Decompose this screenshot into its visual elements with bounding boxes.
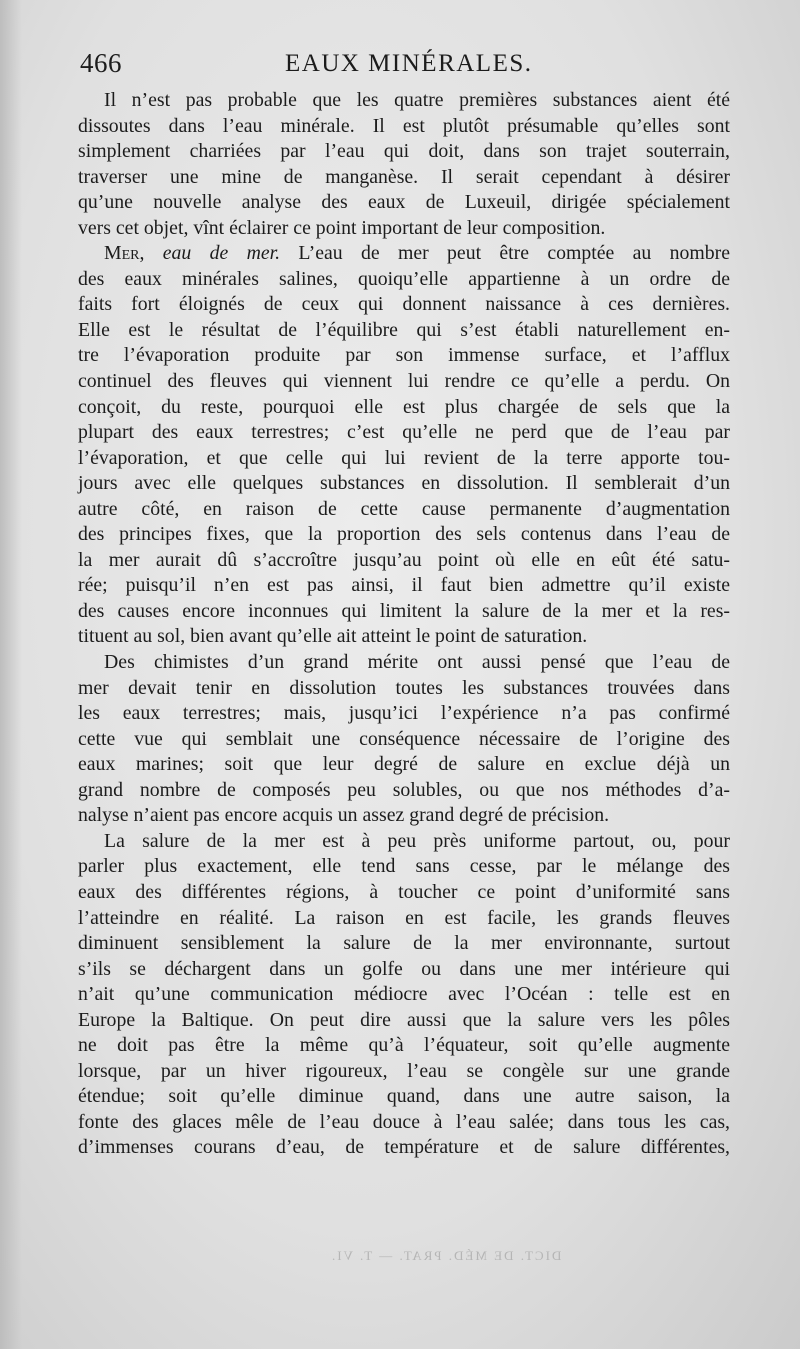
text-line: conçoit, du reste, pourquoi elle est plus chargée de sels que la <box>78 395 730 418</box>
text-line: mer devait tenir en dissolution toutes les substances trouvées dans <box>78 676 730 699</box>
text-line: des eaux minérales salines, quoiqu’elle appartienne à un ordre de <box>78 267 730 290</box>
text-line: Il n’est pas probable que les quatre premières substances aient été <box>104 89 730 111</box>
text-line: d’immenses courans d’eau, de température et de salure différentes, <box>78 1136 730 1159</box>
text-line: La salure de la mer est à peu près uniforme partout, ou, pour <box>104 829 730 852</box>
text-line: vers cet objet, vînt éclairer ce point important de leur composition. <box>78 216 606 239</box>
text-line: étendue; soit qu’elle diminue quand, dans une autre saison, la <box>78 1085 730 1108</box>
show-through-text: DICT. DE MÉD. PRAT. — T. VI. <box>330 1248 562 1263</box>
page-number: 466 <box>80 48 122 78</box>
text-line: l’évaporation, et que celle qui lui revient de la terre apporte tou- <box>78 446 730 469</box>
text-line: Elle est le résultat de l’équilibre qui s’est établi naturellement en- <box>78 318 730 341</box>
text-line: jours avec elle quelques substances en dissolution. Il semblerait d’un <box>78 472 730 495</box>
text-line: fonte des glaces mêle de l’eau douce à l’eau salée; dans tous les cas, <box>78 1110 730 1133</box>
running-head: EAUX MINÉRALES. <box>285 50 533 77</box>
body-text <box>78 88 730 1161</box>
entry-separator: , <box>139 242 163 265</box>
text-line: qu’une nouvelle analyse des eaux de Luxeuil, dirigée spécialement <box>78 191 730 214</box>
text-line: continuel des fleuves qui viennent lui rendre ce qu’elle a perdu. On <box>78 370 730 393</box>
text-line: les eaux terrestres; mais, jusqu’ici l’expérience n’a pas confirmé <box>78 702 730 725</box>
text-line: simplement charriées par l’eau qui doit, dans son trajet souterrain, <box>78 140 730 163</box>
text-line: n’ait qu’une communication médiocre avec l’Océan : telle est en <box>78 983 730 1006</box>
text-line: des principes fixes, que la proportion des sels contenus dans l’eau de <box>78 523 730 546</box>
text-line: eaux des différentes régions, à toucher ce point d’uniformité sans <box>78 880 730 903</box>
text-line: tre l’évaporation produite par son immense surface, et l’afflux <box>78 344 730 367</box>
text-line: s’ils se déchargent dans un golfe ou dans une mer intérieure qui <box>78 957 730 980</box>
text-line: des causes encore inconnues qui limitent la salure de la mer et la res- <box>78 599 730 622</box>
text-line: l’atteindre en réalité. La raison en est facile, les grands fleuves <box>78 906 730 929</box>
text-line: Europe la Baltique. On peut dire aussi que la salure vers les pôles <box>78 1008 730 1031</box>
text-line: ne doit pas être la même qu’à l’équateur, soit qu’elle augmente <box>78 1034 730 1057</box>
text-line: la mer aurait dû s’accroître jusqu’au point où elle en eût été satu- <box>78 548 730 571</box>
text-line-entry-heading <box>78 241 730 267</box>
text-line: eaux marines; soit que leur degré de salure en exclue déjà un <box>78 753 730 776</box>
text-line: rée; puisqu’il n’en est pas ainsi, il faut bien admettre qu’il existe <box>78 574 730 597</box>
text-line: plupart des eaux terrestres; c’est qu’elle ne perd que de l’eau par <box>78 421 730 444</box>
text-line: diminuent sensiblement la salure de la mer environnante, surtout <box>78 932 730 955</box>
entry-gloss: eau de mer. <box>162 242 281 265</box>
text-line: faits fort éloignés de ceux qui donnent naissance à ces dernières. <box>78 293 730 316</box>
text-line: nalyse n’aient pas encore acquis un assez grand degré de précision. <box>78 804 610 827</box>
entry-text: L’eau de mer peut être comptée au nombre <box>280 242 731 265</box>
text-line: grand nombre de composés peu solubles, ou que nos méthodes d’a- <box>78 778 730 801</box>
text-line: dissoutes dans l’eau minérale. Il est plutôt présumable qu’elles sont <box>78 114 730 137</box>
text-line: lorsque, par un hiver rigoureux, l’eau se congèle sur une grande <box>78 1059 730 1082</box>
text-line: Des chimistes d’un grand mérite ont aussi pensé que l’eau de <box>104 651 730 674</box>
page-header <box>80 48 730 88</box>
entry-term: Mer <box>104 242 140 265</box>
text-line: traverser une mine de manganèse. Il serait cependant à désirer <box>78 165 730 188</box>
text-line: parler plus exactement, elle tend sans cesse, par le mélange des <box>78 855 730 878</box>
text-line: tituent au sol, bien avant qu’elle ait atteint le point de saturation. <box>78 625 588 648</box>
text-line: cette vue qui semblait une conséquence nécessaire de l’origine des <box>78 727 730 750</box>
text-line: autre côté, en raison de cette cause permanente d’augmentation <box>78 497 730 520</box>
binding-shadow <box>0 0 22 1349</box>
